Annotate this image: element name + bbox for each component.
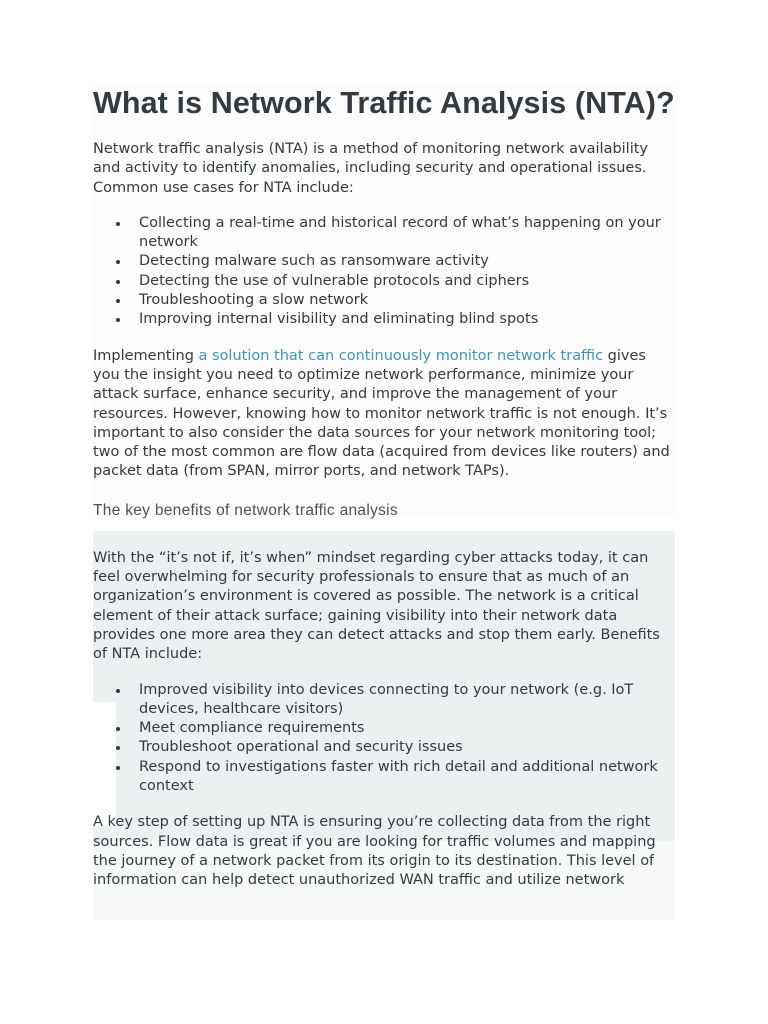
implementing-prefix: Implementing	[93, 347, 199, 364]
implementing-suffix: gives you the insight you need to optimize network performance, minimize your attack surface, enhance security, and improve the management of your resources. However, knowing how to monitor network traffic is not enough. It’s important to also consider the data sources for your network monitoring tool; two of the most common are flow data (acquired from devices like routers) and packet data (from SPAN, mirror ports, and network TAPs).	[93, 347, 670, 480]
list-item: Detecting malware such as ransomware activity	[139, 252, 677, 271]
use-cases-list	[93, 214, 677, 330]
list-item: Improving internal visibility and eliminating blind spots	[139, 310, 677, 329]
solution-link[interactable]: a solution that can continuously monitor network traffic	[198, 347, 604, 364]
implementing-paragraph	[93, 347, 677, 482]
list-item: Respond to investigations faster with rich detail and additional network context	[139, 758, 677, 797]
benefits-list	[93, 681, 677, 797]
list-item: Detecting the use of vulnerable protocols and ciphers	[139, 272, 677, 291]
mindset-paragraph: With the “it’s not if, it’s when” mindset regarding cyber attacks today, it can feel overwhelming for security professionals to ensure that as much of an organization’s environment is covered as possible. The network is a critical element of their attack surface; gaining visibility into their network data provides one more area they can detect attacks and stop them early. Benefits of NTA include:	[93, 549, 660, 663]
list-item: Troubleshoot operational and security issues	[139, 738, 677, 757]
list-item: Meet compliance requirements	[139, 719, 677, 738]
article	[93, 86, 677, 891]
intro-paragraph: Network traffic analysis (NTA) is a method of monitoring network availability and activity to identify anomalies, including security and operational issues. Common use cases for NTA include:	[93, 141, 649, 196]
list-item: Collecting a real-time and historical record of what’s happening on your network	[139, 214, 677, 253]
page-title: What is Network Traffic Analysis (NTA)?	[93, 86, 675, 120]
list-item: Improved visibility into devices connecting to your network (e.g. IoT devices, healthcare visitors)	[139, 681, 677, 720]
list-item: Troubleshooting a slow network	[139, 291, 677, 310]
benefits-heading: The key benefits of network traffic analysis	[93, 501, 398, 519]
key-step-paragraph: A key step of setting up NTA is ensuring you’re collecting data from the right sources. Flow data is great if you are looking for traffic volumes and mapping the journey of a network packet from its origin to its destination. This level of information can help detect unauthorized WAN traffic and utilize network	[93, 814, 656, 889]
